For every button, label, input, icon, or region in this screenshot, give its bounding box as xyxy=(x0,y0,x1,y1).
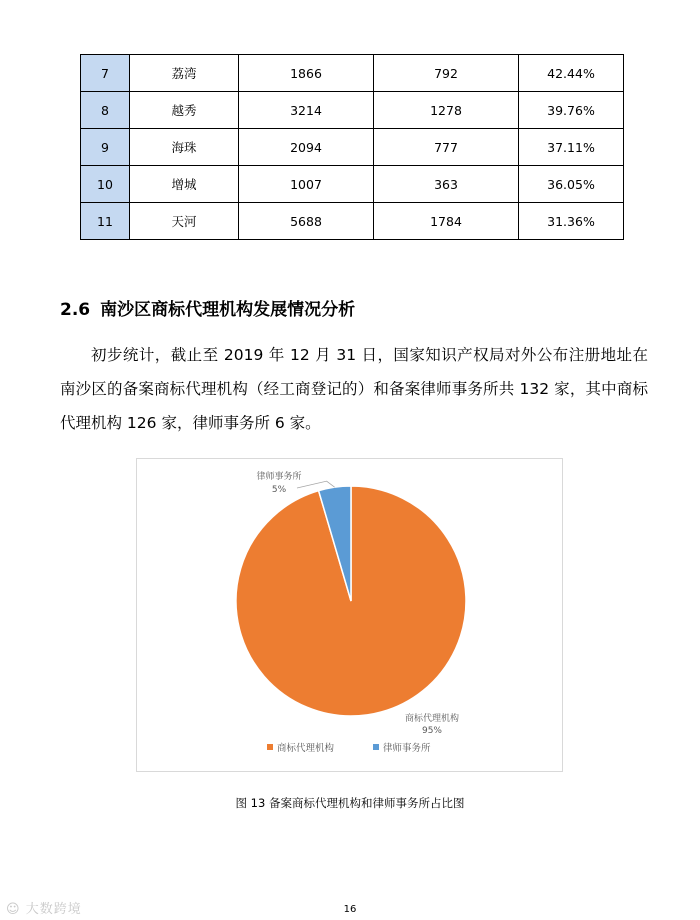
body-paragraph: 初步统计，截止至 2019 年 12 月 31 日，国家知识产权局对外公布注册地址在南沙区的备案商标代理机构（经工商登记的）和备案律师事务所共 132 家，其中商标代理机构 126 家，律师事务所 6 家。 xyxy=(60,346,648,432)
table-cell-district: 天河 xyxy=(130,203,239,240)
table-cell-total: 2094 xyxy=(239,129,374,166)
legend-label-0: 商标代理机构 xyxy=(277,743,335,754)
table-row xyxy=(81,166,624,203)
table-cell-index: 10 xyxy=(81,166,130,203)
table-cell-district: 荔湾 xyxy=(130,55,239,92)
watermark xyxy=(6,898,82,917)
table-cell-count: 1784 xyxy=(374,203,519,240)
table-cell-index: 7 xyxy=(81,55,130,92)
legend-marker-1 xyxy=(373,744,379,750)
table-cell-ratio: 37.11% xyxy=(519,129,624,166)
table-cell-total: 1866 xyxy=(239,55,374,92)
table-cell-total: 1007 xyxy=(239,166,374,203)
table-row xyxy=(81,203,624,240)
table-cell-index: 8 xyxy=(81,92,130,129)
watermark-text: 大数跨境 xyxy=(25,902,82,917)
table-row xyxy=(81,55,624,92)
table-cell-ratio: 31.36% xyxy=(519,203,624,240)
pie-chart xyxy=(137,459,564,773)
pie-chart-container xyxy=(136,458,563,772)
table-cell-ratio: 36.05% xyxy=(519,166,624,203)
page-number: 16 xyxy=(343,904,357,915)
watermark-logo-icon: ☺ xyxy=(6,902,21,917)
table-row xyxy=(81,129,624,166)
data-label-value-1: 5% xyxy=(271,485,287,495)
table-cell-district: 增城 xyxy=(130,166,239,203)
table-cell-district: 海珠 xyxy=(130,129,239,166)
section-title: 南沙区商标代理机构发展情况分析 xyxy=(100,300,356,320)
table-cell-district: 越秀 xyxy=(130,92,239,129)
table-cell-count: 792 xyxy=(374,55,519,92)
table-cell-ratio: 39.76% xyxy=(519,92,624,129)
district-ratio-table xyxy=(80,54,624,240)
data-label-value-0: 95% xyxy=(421,726,443,736)
table-cell-count: 777 xyxy=(374,129,519,166)
leader-line xyxy=(297,481,335,488)
table-row xyxy=(81,92,624,129)
section-heading xyxy=(60,298,355,322)
legend-label-1: 律师事务所 xyxy=(383,743,431,754)
table-cell-index: 9 xyxy=(81,129,130,166)
legend-marker-0 xyxy=(267,744,273,750)
figure-caption: 图 13 备案商标代理机构和律师事务所占比图 xyxy=(235,796,465,810)
table-cell-ratio: 42.44% xyxy=(519,55,624,92)
table-cell-total: 3214 xyxy=(239,92,374,129)
data-label-name-0: 商标代理机构 xyxy=(404,714,460,724)
table-cell-total: 5688 xyxy=(239,203,374,240)
table-cell-count: 363 xyxy=(374,166,519,203)
table-cell-index: 11 xyxy=(81,203,130,240)
section-number: 2.6 xyxy=(60,300,91,320)
data-label-name-1: 律师事务所 xyxy=(256,472,302,482)
table-cell-count: 1278 xyxy=(374,92,519,129)
